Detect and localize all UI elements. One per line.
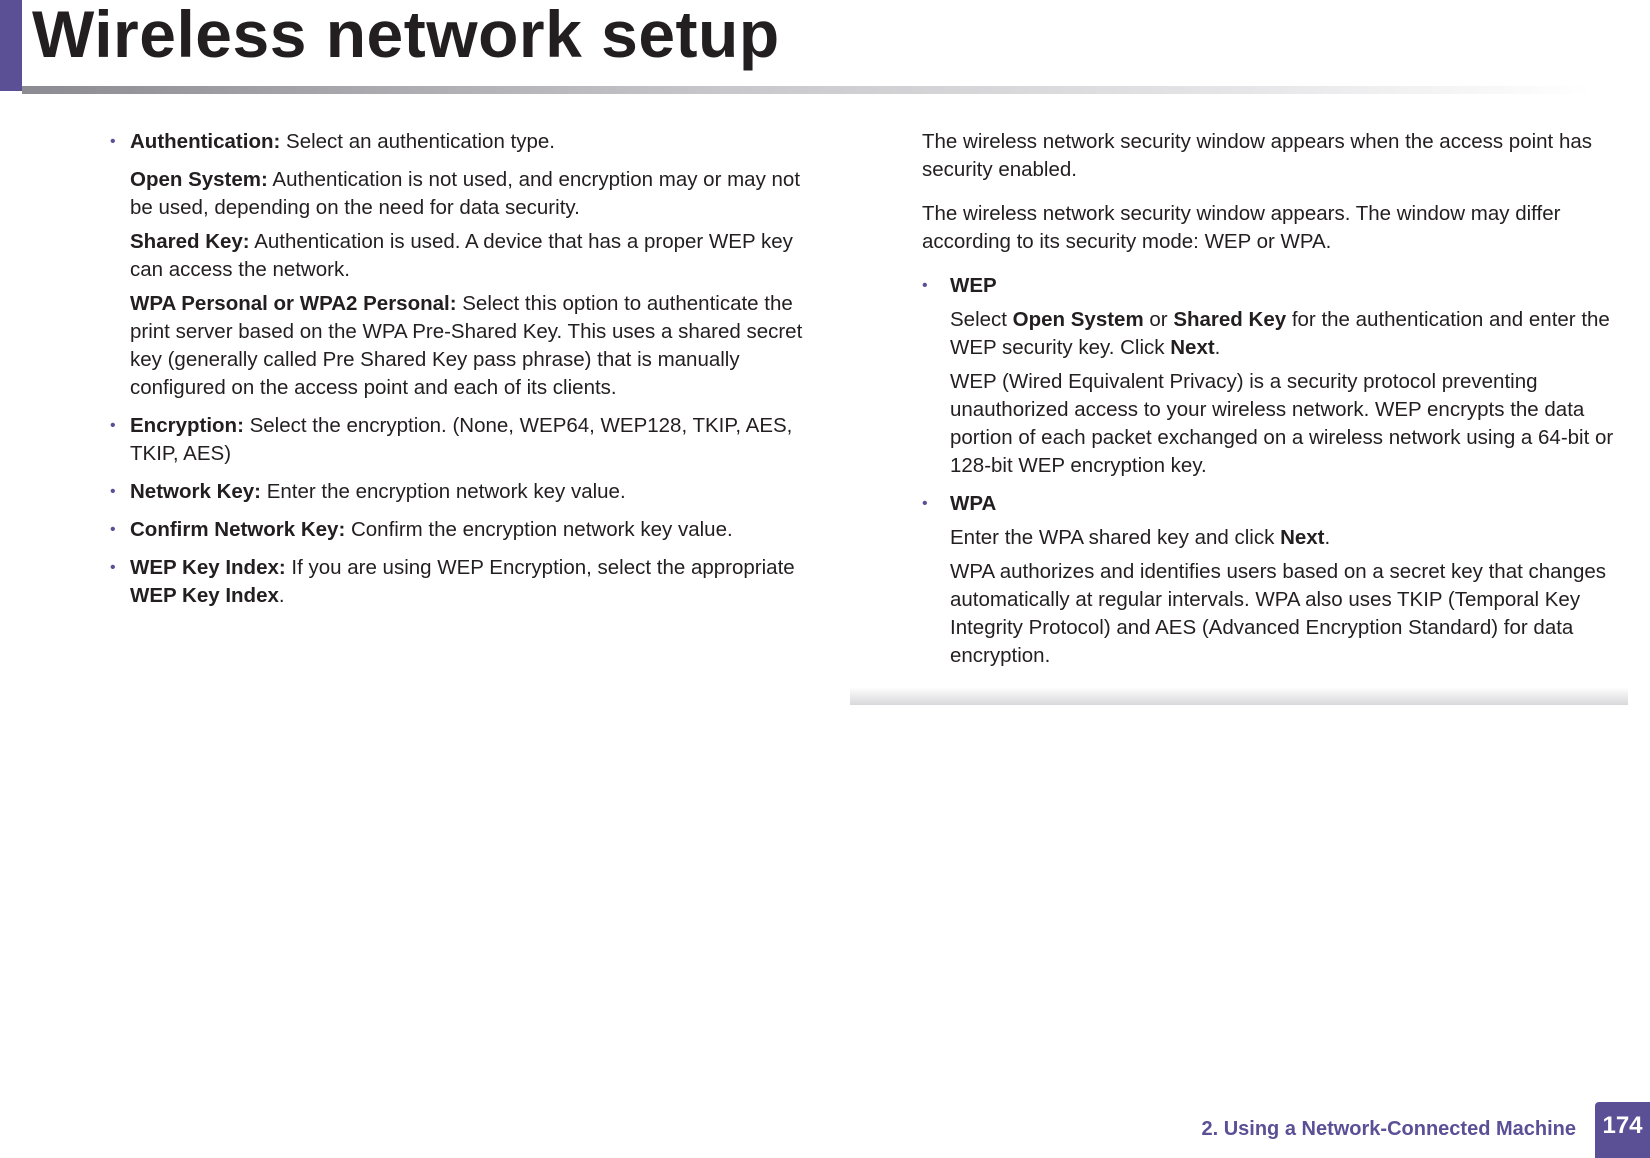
shared-key-term: Shared Key bbox=[1173, 308, 1287, 331]
bullet-icon: • bbox=[110, 521, 116, 538]
page-title: Wireless network setup bbox=[32, 0, 780, 71]
wep-heading: WEP bbox=[950, 274, 997, 297]
open-system-description bbox=[118, 166, 808, 222]
list-item-network-key bbox=[110, 478, 808, 506]
wep-index-label: WEP Key Index: bbox=[130, 556, 286, 579]
encryption-label: Encryption: bbox=[130, 414, 244, 437]
open-system-label: Open System: bbox=[130, 168, 268, 191]
title-divider bbox=[22, 86, 1592, 94]
intro-paragraph-1: The wireless network security window appears when the access point has security enabled. bbox=[922, 130, 1592, 181]
bullet-icon: • bbox=[922, 495, 928, 512]
confirm-key-label: Confirm Network Key: bbox=[130, 518, 346, 541]
open-system-text: Authentication is not used, and encryption may or may not be used, depending on the need for data security. bbox=[130, 168, 801, 219]
wpa-personal-label: WPA Personal or WPA2 Personal: bbox=[130, 292, 457, 315]
wpa-personal-text: Select this option to authenticate the print server based on the WPA Pre-Shared Key. This uses a shared secret key (generally called Pre Shared Key pass phrase) that is manually configured on the access point and each of its clients. bbox=[130, 292, 803, 399]
list-item-wpa bbox=[922, 490, 1628, 518]
wpa-instruction bbox=[922, 524, 1628, 552]
authentication-label: Authentication: bbox=[130, 130, 281, 153]
shared-key-description bbox=[118, 228, 808, 284]
bullet-icon: • bbox=[110, 483, 116, 500]
network-key-text: Enter the encryption network key value. bbox=[261, 480, 626, 503]
open-system-term: Open System bbox=[1012, 308, 1144, 331]
next-term: Next bbox=[1170, 336, 1215, 359]
list-item-authentication bbox=[110, 128, 808, 156]
bullet-icon: • bbox=[110, 559, 116, 576]
right-column bbox=[922, 128, 1628, 676]
authentication-text: Select an authentication type. bbox=[280, 130, 555, 153]
wep-instruction-or: or bbox=[1143, 308, 1174, 331]
wep-instruction-rest: for the authentication and enter the WEP security key. Click bbox=[950, 308, 1610, 359]
shared-key-text: Authentication is used. A device that has a proper WEP key can access the network. bbox=[130, 230, 793, 281]
intro-paragraph-2: The wireless network security window appears. The window may differ according to its security mode: WEP or WPA. bbox=[922, 202, 1561, 253]
wep-index-end: . bbox=[278, 584, 285, 607]
encryption-text: Select the encryption. (None, WEP64, WEP128, TKIP, AES, TKIP, AES) bbox=[130, 414, 793, 465]
page-number-badge: 174 bbox=[1595, 1102, 1650, 1158]
left-column bbox=[110, 128, 808, 620]
wep-index-text: If you are using WEP Encryption, select the appropriate bbox=[285, 556, 795, 579]
shared-key-label: Shared Key: bbox=[130, 230, 250, 253]
section-end-divider bbox=[850, 687, 1628, 705]
wpa-heading: WPA bbox=[950, 492, 997, 515]
wep-instruction-end: . bbox=[1214, 336, 1221, 359]
list-item-wep bbox=[922, 272, 1628, 300]
bullet-icon: • bbox=[922, 277, 928, 294]
list-item-encryption bbox=[110, 412, 808, 468]
wep-index-emph: WEP Key Index bbox=[130, 584, 279, 607]
wpa-instruction-text: Enter the WPA shared key and click bbox=[950, 526, 1281, 549]
confirm-key-text: Confirm the encryption network key value. bbox=[345, 518, 733, 541]
title-accent-bar bbox=[0, 0, 22, 91]
wep-instruction-text: Select bbox=[950, 308, 1013, 331]
footer-chapter: 2. Using a Network-Connected Machine bbox=[1201, 1118, 1576, 1140]
bullet-icon: • bbox=[110, 417, 116, 434]
next-term: Next bbox=[1280, 526, 1325, 549]
wep-instruction bbox=[922, 306, 1628, 362]
bullet-icon: • bbox=[110, 133, 116, 150]
wpa-personal-description bbox=[118, 290, 808, 402]
wpa-description: WPA authorizes and identifies users based on a secret key that changes automatically at regular intervals. WPA also uses TKIP (Temporal Key Integrity Protocol) and AES (Advanced Encryption Standard) for data encryption. bbox=[950, 560, 1606, 667]
wep-description: WEP (Wired Equivalent Privacy) is a security protocol preventing unauthorized access to your wireless network. WEP encrypts the data portion of each packet exchanged on a wireless network using a 64-bit or 128-bit WEP encryption key. bbox=[950, 370, 1614, 477]
list-item-confirm-key bbox=[110, 516, 808, 544]
wpa-instruction-end: . bbox=[1324, 526, 1331, 549]
list-item-wep-key-index bbox=[110, 554, 808, 610]
network-key-label: Network Key: bbox=[130, 480, 262, 503]
